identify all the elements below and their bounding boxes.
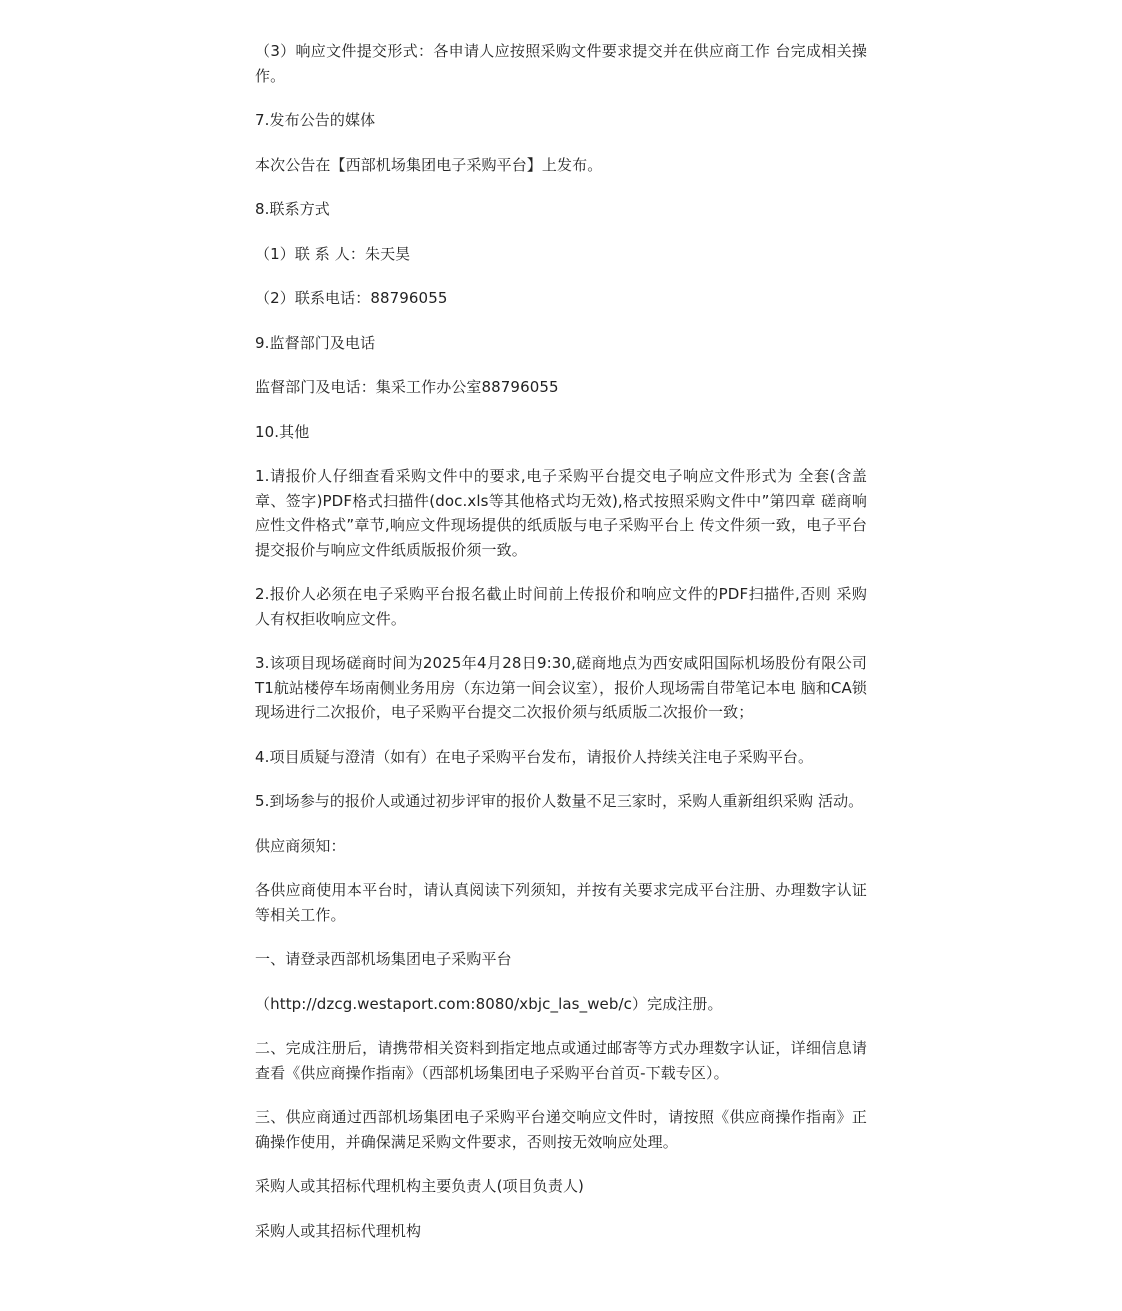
supplier-notice-step-1: 一、请登录西部机场集团电子采购平台 [255,950,512,968]
section-heading-other: 10.其他 [255,422,310,441]
contact-person: （1）联 系 人：朱天昊 [255,244,411,263]
supplier-notice-heading: 供应商须知： [255,836,346,855]
platform-url-text: （http://dzcg.westaport.com:8080/xbjc_las_web/c）完成注册。 [255,994,723,1013]
other-item-1: 1.请报价人仔细查看采购文件中的要求,电子采购平台提交电子响应文件形式为 全套(含盖章、签字)PDF格式扫描件(doc.xls等其他格式均无效),格式按照采购文件中”第四章 磋商响应性文件格式”章节,响应文件现场提供的纸质版与电子采购平台上 传文件须一致，电子平台提交报价与响应文件纸质版报价须一致。 [255,467,867,559]
supervision-text: 监督部门及电话：集采工作办公室88796055 [255,378,559,396]
announcement-body [255,39,867,1263]
publication-media-text: 本次公告在【西部机场集团电子采购平台】上发布。 [255,155,603,174]
section-heading-contact: 8.联系方式 [255,200,330,218]
supplier-notice-step-2: 二、完成注册后，请携带相关资料到指定地点或通过邮寄等方式办理数字认证，详细信息请查看《供应商操作指南》（西部机场集团电子采购平台首页-下载专区）。 [255,1039,867,1082]
purchaser-agency-label: 采购人或其招标代理机构 [255,1221,422,1240]
other-item-4: 4.项目质疑与澄清（如有）在电子采购平台发布，请报价人持续关注电子采购平台。 [255,747,814,766]
response-submission-form-text: （3）响应文件提交形式：各申请人应按照采购文件要求提交并在供应商工作 台完成相关操作。 [255,42,867,85]
contact-phone: （2）联系电话：88796055 [255,289,448,307]
supplier-notice-step-3: 三、供应商通过西部机场集团电子采购平台递交响应文件时，请按照《供应商操作指南》正确操作使用，并确保满足采购文件要求，否则按无效响应处理。 [255,1108,867,1151]
section-heading-supervision: 9.监督部门及电话 [255,333,376,352]
supplier-notice-intro: 各供应商使用本平台时，请认真阅读下列须知，并按有关要求完成平台注册、办理数字认证等相关工作。 [255,881,867,924]
purchaser-leader-label: 采购人或其招标代理机构主要负责人(项目负责人) [255,1177,585,1195]
other-item-2: 2.报价人必须在电子采购平台报名截止时间前上传报价和响应文件的PDF扫描件,否则 采购人有权拒收响应文件。 [255,585,867,628]
other-item-3: 3.该项目现场磋商时间为2025年4月28日9:30,磋商地点为西安咸阳国际机场股份有限公司T1航站楼停车场南侧业务用房（东边第一间会议室），报价人现场需自带笔记本电 脑和CA锁现场进行二次报价，电子采购平台提交二次报价须与纸质版二次报价一致； [255,654,867,721]
section-heading-publication-media: 7.发布公告的媒体 [255,111,376,129]
other-item-5: 5.到场参与的报价人或通过初步评审的报价人数量不足三家时，采购人重新组织采购 活动。 [255,792,864,810]
